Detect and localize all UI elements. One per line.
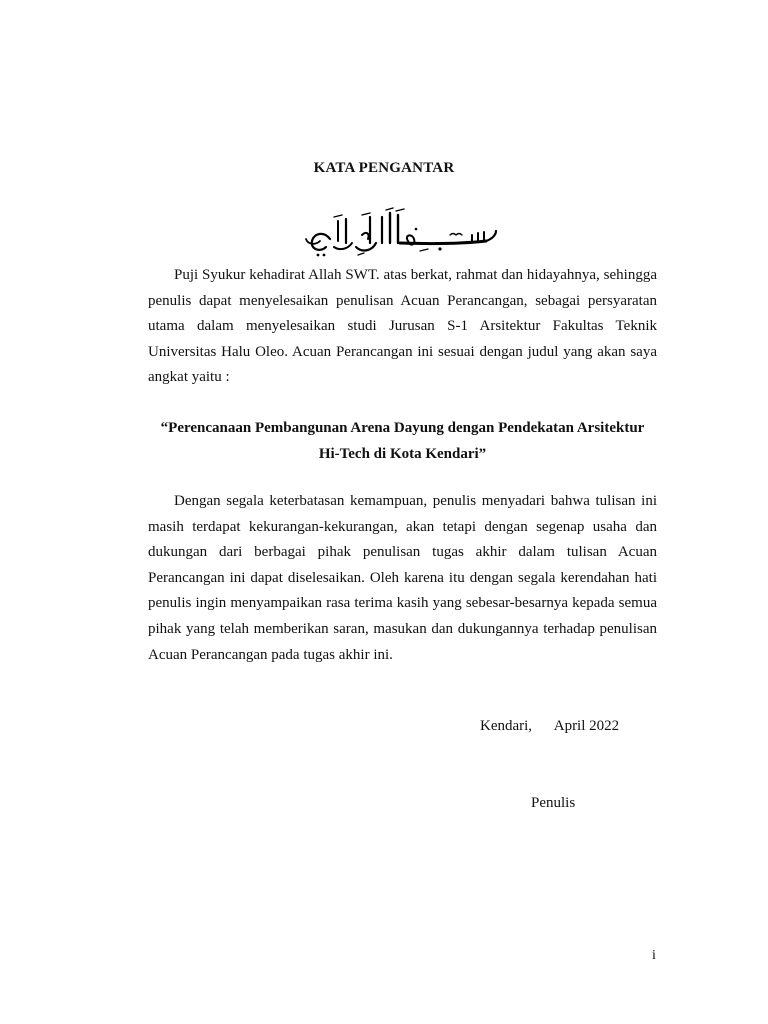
page-heading: KATA PENGANTAR: [313, 160, 455, 176]
paragraph-acknowledgement: Dengan segala keterbatasan kemampuan, penulis menyadari bahwa tulisan ini masih terdapat kekurangan-kekurangan, akan tetapi dengan segenap usaha dan dukungan dari berbagai pihak penulisan tugas akhir dalam tulisan Acuan Perancangan ini dapat diselesaikan. Oleh karena itu dengan segala kerendahan hati penulis ingin menyampaikan rasa terima kasih yang sebesar-besarnya kepada semua pihak yang telah memberikan saran, masukan dan dukungannya terhadap penulisan Acuan Perancangan pada tugas akhir ini.: [148, 493, 657, 663]
paragraph-opening: Puji Syukur kehadirat Allah SWT. atas berkat, rahmat dan hidayahnya, sehingga penulis dapat menyelesaikan penulisan Acuan Perancangan, sebagai persyaratan utama dalam menyelesaikan studi Jurusan S-1 Arsitektur Fakultas Teknik Universitas Halu Oleo. Acuan Perancangan ini sesuai dengan judul yang akan saya angkat yaitu :: [148, 267, 657, 386]
place-and-date: Kendari, April 2022: [480, 718, 620, 734]
basmalah-calligraphy: [300, 205, 505, 257]
thesis-title-line-1: “Perencanaan Pembangunan Arena Dayung dengan Pendekatan Arsitektur: [160, 420, 645, 436]
thesis-title: [140, 416, 665, 467]
author-signature-label: Penulis: [531, 795, 576, 811]
page-number: i: [652, 948, 656, 963]
thesis-title-line-2: Hi-Tech di Kota Kendari”: [318, 445, 487, 462]
